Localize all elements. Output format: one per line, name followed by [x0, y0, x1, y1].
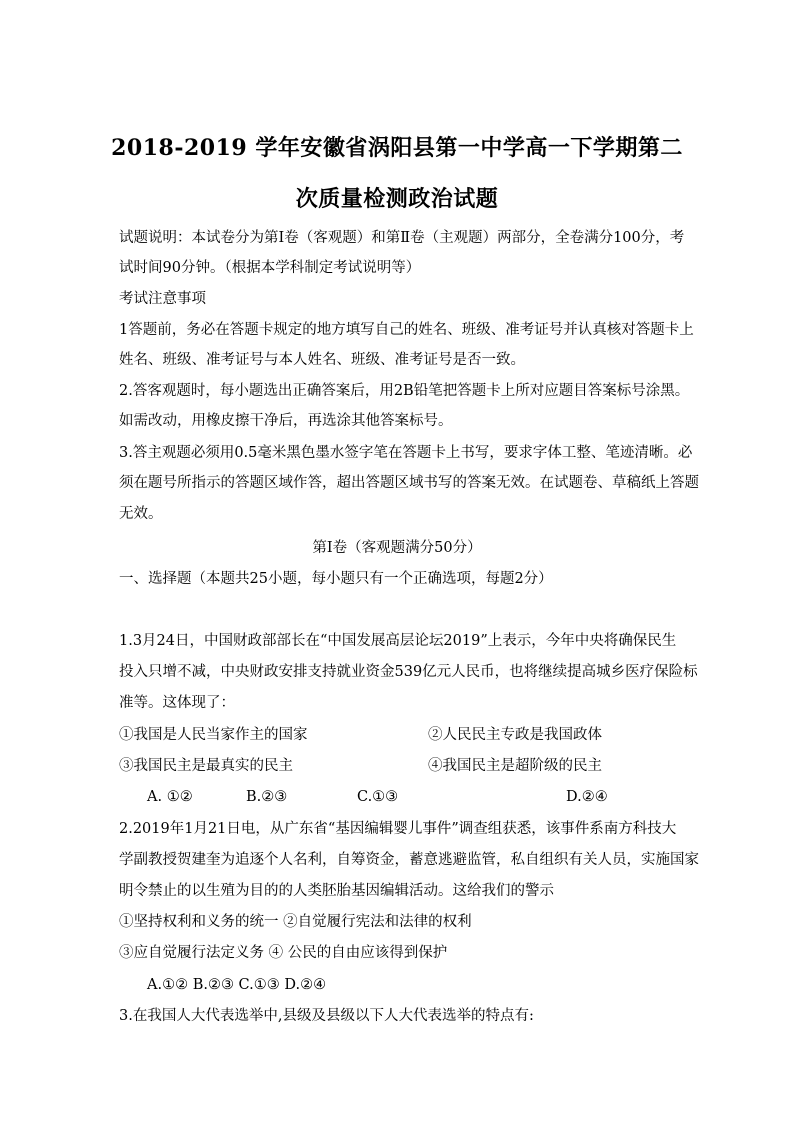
question-1-statement-2: ②人民民主专政是我国政体 [428, 727, 602, 743]
question-2-stem: 明令禁止的以生殖为目的的人类胚胎基因编辑活动。这给我们的警示 [119, 883, 554, 899]
part-one-heading: 一、选择题（本题共25小题，每小题只有一个正确选项，每题2分） [119, 571, 553, 587]
page-title-line-2: 次质量检测政治试题 [295, 186, 499, 212]
question-1-option-a: A. ①② [147, 789, 193, 805]
notice-item-3: 须在题号所指示的答题区域作答，超出答题区域书写的答案无效。在试题卷、草稿纸上答题 [119, 475, 699, 491]
notice-item-3: 3.答主观题必须用0.5毫米黑色墨水签字笔在答题卡上书写，要求字体工整、笔迹清晰。必 [119, 445, 693, 461]
question-2-stem: 2.2019年1月21日电，从广东省“基因编辑婴儿事件”调查组获悉，该事件系南方科技大 [119, 821, 677, 837]
question-1-option-b: B.②③ [246, 789, 288, 805]
page-title-line-1: 2018-2019 学年安徽省涡阳县第一中学高一下学期第二 [111, 135, 683, 161]
intro-text: 试题说明：本试卷分为第Ⅰ卷（客观题）和第Ⅱ卷（主观题）两部分，全卷满分100分，考 [119, 230, 685, 246]
notice-item-1: 1答题前，务必在答题卡规定的地方填写自己的姓名、班级、准考证号并认真核对答题卡上 [119, 322, 694, 338]
question-1-stem: 准等。这体现了： [119, 695, 235, 711]
intro-text: 试时间90分钟。（根据本学科制定考试说明等） [119, 260, 421, 276]
question-2-statements-1-2: ①坚持权利和义务的统一 ②自觉履行宪法和法律的权利 [119, 914, 472, 930]
question-1-statement-3: ③我国民主是最真实的民主 [119, 758, 293, 774]
question-1-statement-4: ④我国民主是超阶级的民主 [428, 758, 602, 774]
question-1-stem: 1.3月24日，中国财政部部长在“中国发展高层论坛2019”上表示，今年中央将确保民生 [119, 633, 677, 649]
question-1-statement-1: ①我国是人民当家作主的国家 [119, 727, 308, 743]
question-1-option-c: C.①③ [357, 789, 399, 805]
notice-heading: 考试注意事项 [119, 291, 206, 307]
notice-item-2: 如需改动，用橡皮擦干净后，再选涂其他答案标号。 [119, 413, 453, 429]
section-heading: 第Ⅰ卷（客观题满分50分） [312, 540, 482, 556]
notice-item-2: 2.答客观题时，每小题选出正确答案后，用2B铅笔把答题卡上所对应题目答案标号涂黑。 [119, 383, 690, 399]
question-2-stem: 学副教授贺建奎为追逐个人名利，自筹资金，蓄意逃避监管，私自组织有关人员，实施国家 [119, 852, 699, 868]
question-3-stem: 3.在我国人大代表选举中,县级及县级以下人大代表选举的特点有: [119, 1008, 534, 1024]
question-2-statements-3-4: ③应自觉履行法定义务 ④ 公民的自由应该得到保护 [119, 945, 448, 961]
question-1-stem: 投入只增不减，中央财政安排支持就业资金539亿元人民币，也将继续提高城乡医疗保险标 [119, 664, 698, 680]
question-2-options: A.①② B.②③ C.①③ D.②④ [147, 977, 327, 993]
notice-item-1: 姓名、班级、准考证号与本人姓名、班级、准考证号是否一致。 [119, 352, 525, 368]
notice-item-3: 无效。 [119, 506, 163, 522]
question-1-option-d: D.②④ [566, 789, 608, 805]
